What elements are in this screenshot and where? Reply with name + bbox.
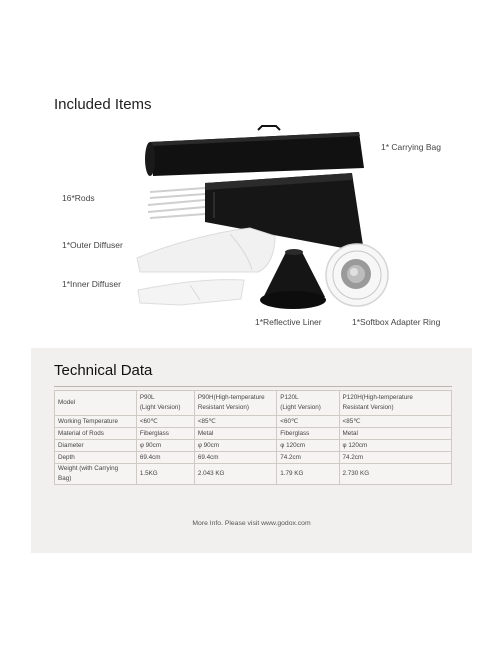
table-cell: Depth (55, 452, 137, 464)
table-row (55, 452, 452, 464)
title-divider (54, 386, 452, 387)
header-cell: P120H(High-temperature Resistant Version) (339, 391, 451, 416)
spec-table (54, 390, 452, 485)
table-header-row (55, 391, 452, 416)
outer-diffuser-image (137, 228, 275, 272)
table-row (55, 428, 452, 440)
table-cell: 74.2cm (339, 452, 451, 464)
carrying-bag-image (145, 126, 364, 176)
header-cell: P120L (Light Version) (277, 391, 339, 416)
header-cell: P90L (Light Version) (136, 391, 194, 416)
rods-image (148, 188, 205, 218)
header-cell: P90H(High-temperature Resistant Version) (194, 391, 276, 416)
table-cell: Fiberglass (136, 428, 194, 440)
table-cell: Working Temperature (55, 416, 137, 428)
included-items-title: Included Items (54, 96, 152, 113)
table-cell: Fiberglass (277, 428, 339, 440)
label-inner-diffuser: 1*Inner Diffuser (62, 279, 121, 289)
label-rods: 16*Rods (62, 193, 95, 203)
table-cell: φ 120cm (277, 440, 339, 452)
table-cell: <60℃ (136, 416, 194, 428)
table-row (55, 464, 452, 485)
technical-data-title: Technical Data (54, 362, 153, 379)
adapter-ring-image (326, 244, 388, 306)
table-cell: 2.730 KG (339, 464, 451, 485)
table-cell: Metal (194, 428, 276, 440)
table-cell: Material of Rods (55, 428, 137, 440)
table-cell: 69.4cm (194, 452, 276, 464)
table-cell: <60℃ (277, 416, 339, 428)
table-cell: <85℃ (339, 416, 451, 428)
table-cell: 74.2cm (277, 452, 339, 464)
table-cell: 2.043 KG (194, 464, 276, 485)
inner-diffuser-image (138, 280, 244, 305)
table-cell: 1.79 KG (277, 464, 339, 485)
table-row (55, 416, 452, 428)
table-cell: 69.4cm (136, 452, 194, 464)
footer-link-text: More Info. Please visit www.godox.com (192, 520, 311, 527)
table-cell: Weight (with Carrying Bag) (55, 464, 137, 485)
label-reflective-liner: 1*Reflective Liner (255, 317, 322, 327)
table-cell: Diameter (55, 440, 137, 452)
label-carrying-bag: 1* Carrying Bag (381, 142, 442, 152)
table-cell: 1.5KG (136, 464, 194, 485)
header-cell: Model (55, 391, 137, 416)
table-cell: <85℃ (194, 416, 276, 428)
table-cell: φ 90cm (194, 440, 276, 452)
table-cell: φ 120cm (339, 440, 451, 452)
label-adapter-ring: 1*Softbox Adapter Ring (352, 317, 441, 327)
table-cell: Metal (339, 428, 451, 440)
label-outer-diffuser: 1*Outer Diffuser (62, 240, 123, 250)
technical-data-panel (31, 348, 472, 553)
table-row (55, 440, 452, 452)
table-cell: φ 90cm (136, 440, 194, 452)
